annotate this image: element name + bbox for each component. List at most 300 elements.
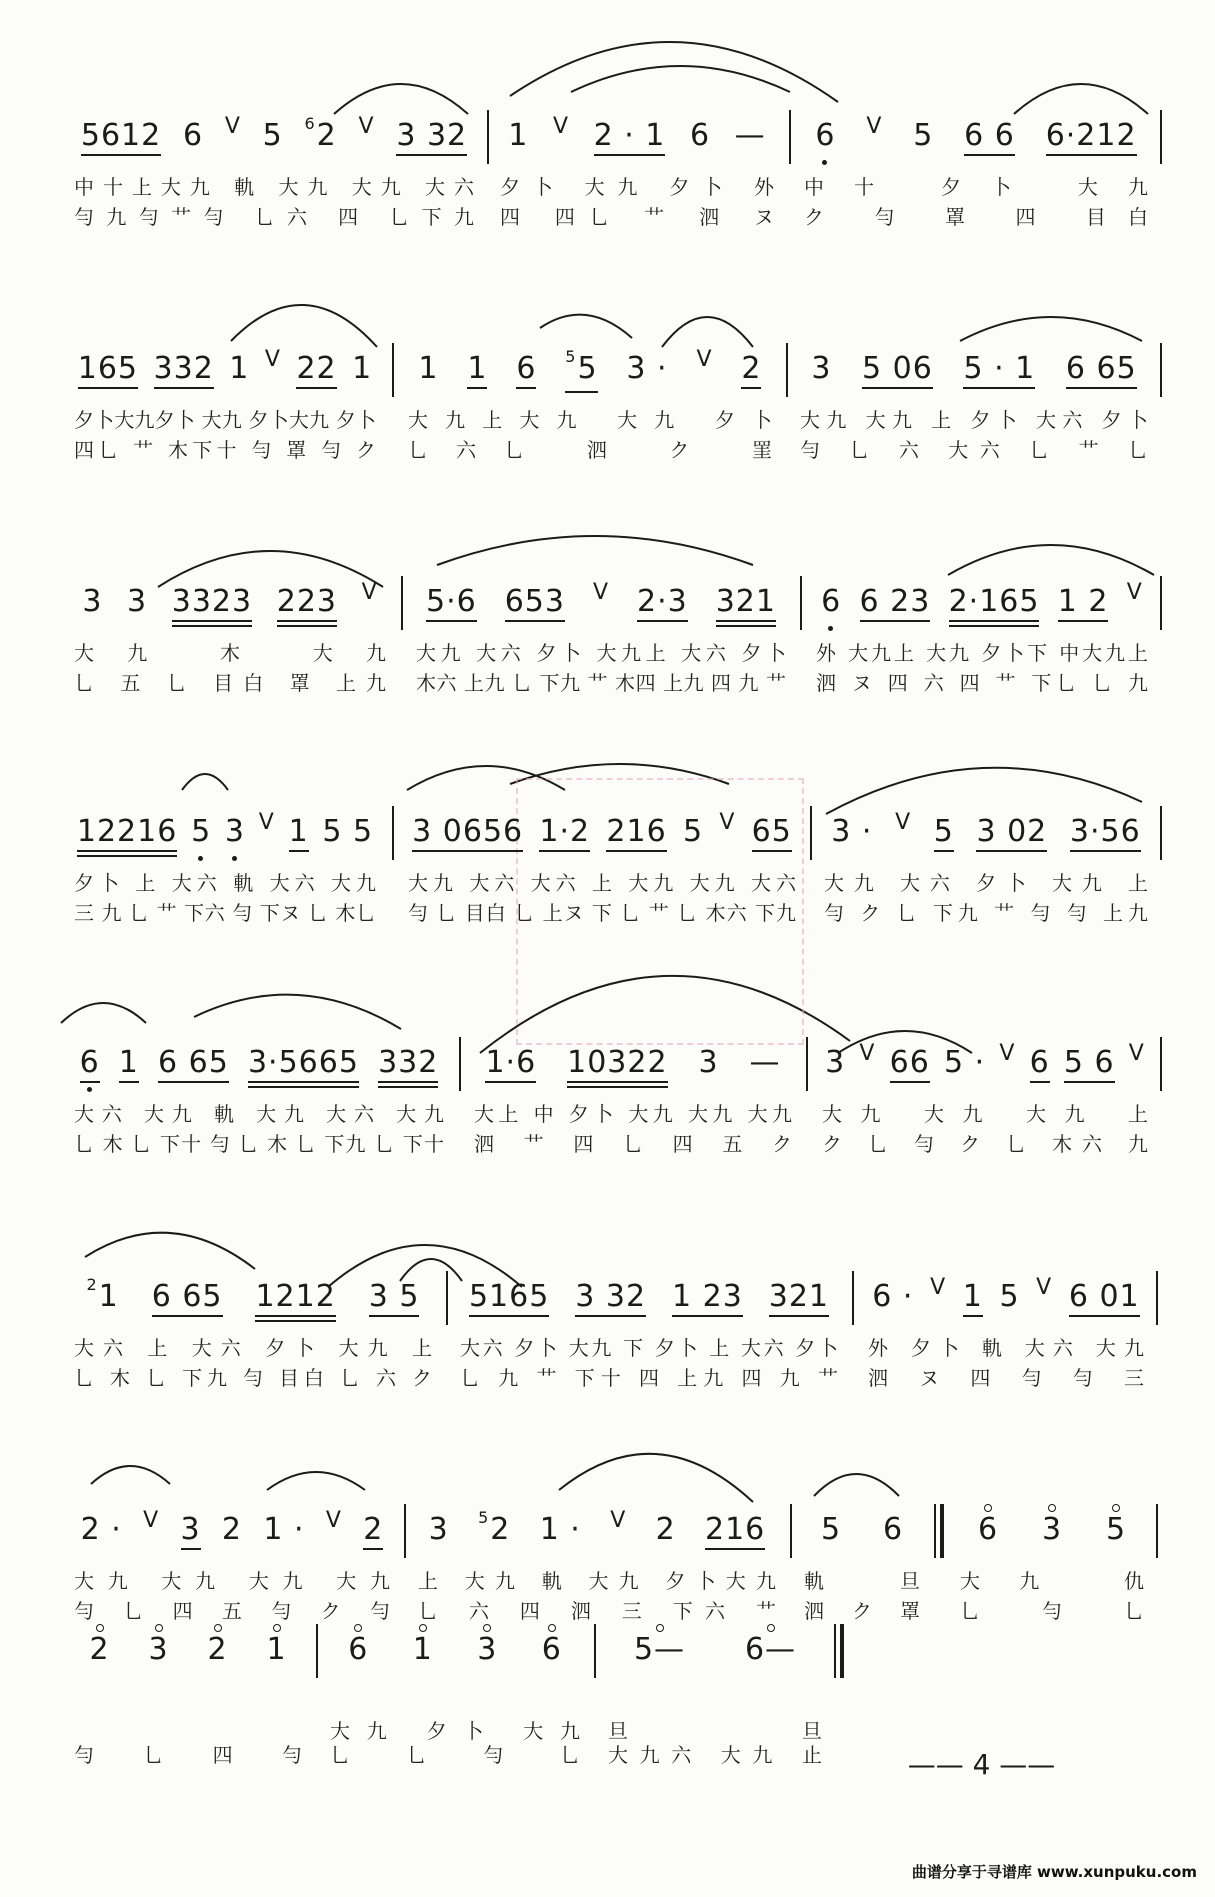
note-text: 3 0656 — [412, 814, 524, 849]
note-text: 2 — [490, 1512, 511, 1547]
slur-arc — [91, 1466, 170, 1484]
note-text: 5 — [577, 351, 598, 386]
note-text: — — [749, 1045, 781, 1080]
jianpu-note — [78, 351, 138, 389]
note-text: 1 — [288, 814, 309, 849]
note-text: V — [895, 810, 912, 835]
jianpu-note — [949, 584, 1040, 622]
note-text: 3 — [811, 351, 832, 386]
note-text: 2 — [655, 1512, 676, 1547]
note-text: 216 — [606, 814, 667, 849]
jianpu-note — [158, 1045, 229, 1083]
jianpu-note — [322, 814, 373, 850]
note-text: 5 6 — [1063, 1045, 1115, 1080]
jianpu-note — [934, 814, 954, 852]
tablature-line: 夕卜 上 大六 軌 大六 大九 — [74, 871, 376, 895]
note-text: — — [734, 118, 766, 153]
tablature-line: 大九 大九 大九 上 — [822, 1102, 1148, 1126]
jianpu-note — [963, 1279, 983, 1317]
barline — [789, 110, 791, 164]
tablature-line: 大六 大九 軌 大九 大六 大九 — [74, 1102, 444, 1126]
jianpu-note — [127, 584, 147, 620]
held-note — [745, 1632, 796, 1668]
jianpu-note — [890, 1045, 930, 1083]
breath-mark — [1129, 1036, 1145, 1072]
jianpu-note — [248, 1045, 359, 1083]
breath-mark — [259, 805, 275, 841]
jianpu-note — [1069, 1279, 1140, 1317]
slur-arc — [510, 42, 838, 102]
jianpu-note — [255, 1279, 335, 1317]
note-text: 6— — [744, 1632, 797, 1667]
note-text: 6 — [689, 118, 711, 153]
tablature-line: ク 勻 罩 四 目白 — [804, 205, 1148, 229]
jianpu-note — [811, 351, 831, 387]
slur-arc — [61, 1003, 146, 1023]
jianpu-note — [1070, 814, 1141, 852]
barline — [594, 1624, 596, 1678]
jianpu-note — [478, 1508, 511, 1552]
note-text: V — [1126, 580, 1143, 605]
measure — [326, 1632, 584, 1672]
tablature-line: 勻 乚 四 勻 — [74, 1743, 302, 1767]
breath-mark — [895, 805, 911, 841]
note-text: 3 — [148, 1632, 169, 1667]
measure — [456, 1279, 842, 1319]
grace-note: 6 — [304, 114, 316, 133]
slur-arc — [182, 774, 228, 790]
jianpu-note — [752, 814, 792, 852]
breath-mark — [265, 342, 281, 378]
tablature-line: 大九六 大九 止 — [608, 1743, 822, 1767]
breath-mark — [610, 1503, 626, 1539]
measure — [470, 1045, 796, 1085]
jianpu-note — [469, 1279, 549, 1317]
jianpu-note — [181, 1512, 201, 1550]
tablature-line: 乚 九 艹 下十 四 上九 四 九 艹 — [460, 1366, 838, 1390]
tablature-line: 大九 大六 夕卜 大九上 大六 夕卜 — [416, 641, 786, 665]
note-text: 6 65 — [151, 1279, 223, 1314]
note-text: 216 — [705, 1512, 766, 1547]
jianpu-note — [821, 1512, 841, 1548]
jianpu-note — [378, 1045, 438, 1083]
jianpu-note — [277, 584, 337, 622]
note-text: 1 — [266, 1632, 287, 1667]
note-text: 653 — [504, 584, 565, 619]
measure — [404, 347, 776, 391]
note-text: V — [264, 347, 281, 372]
breath-mark — [362, 575, 378, 611]
note-text: 1 2 — [1057, 584, 1109, 619]
breath-mark — [1036, 1270, 1052, 1306]
breath-mark — [1127, 575, 1143, 611]
note-text: 6 6 — [964, 118, 1015, 153]
slur-arc — [158, 551, 383, 587]
double-barline — [834, 1624, 836, 1678]
tablature-line: 三 九 乚 艹 下六 勻 下ヌ 乚 木乚 — [74, 901, 376, 925]
note-text: 5 — [1105, 1512, 1127, 1547]
jianpu-note — [815, 118, 835, 154]
jianpu-note — [505, 584, 565, 622]
breath-mark — [225, 109, 241, 145]
slur-arc — [437, 536, 753, 565]
jianpu-note — [1106, 1512, 1126, 1548]
double-barline — [840, 1624, 844, 1678]
note-text: 1 — [418, 351, 439, 386]
note-text: 1·2 — [539, 814, 591, 849]
jianpu-note — [77, 814, 177, 852]
tablature-line: 大九 夕卜 大九 — [330, 1719, 580, 1743]
note-text: 22 — [296, 351, 337, 386]
note-text: 5 — [820, 1512, 842, 1547]
breath-mark — [143, 1503, 159, 1539]
barline — [1160, 576, 1162, 630]
barline — [446, 1271, 448, 1325]
note-text: 5165 — [468, 1279, 550, 1314]
jianpu-note — [229, 351, 249, 387]
note-text: 223 — [276, 584, 337, 619]
barline — [1160, 1037, 1162, 1091]
jianpu-note — [467, 351, 487, 389]
tablature-line: 泗 ク 罩 — [804, 1599, 920, 1623]
note-text: 5 — [933, 814, 954, 849]
note-text: 6 — [882, 1512, 904, 1547]
note-text: 3 · — [831, 814, 873, 849]
note-text: 5 — [999, 1279, 1020, 1314]
note-text: 1·6 — [485, 1045, 537, 1080]
tablature-line: 泗 ヌ 四 勻 勻 三 — [868, 1366, 1144, 1390]
note-text: 3323 — [171, 584, 253, 619]
measure — [818, 1041, 1152, 1085]
tablature-line: 大九 仇 — [960, 1569, 1144, 1593]
measure — [70, 347, 380, 391]
jianpu-note — [1058, 584, 1109, 622]
jianpu-note — [89, 1632, 109, 1668]
breath-mark — [326, 1503, 342, 1539]
measure — [864, 1275, 1148, 1319]
jianpu-note — [999, 1279, 1019, 1315]
held-note — [634, 1632, 685, 1668]
jianpu-note — [296, 351, 336, 389]
note-text: 1 — [467, 351, 488, 386]
jianpu-note — [963, 351, 1035, 389]
jianpu-note — [690, 118, 710, 154]
note-text: 321 — [715, 584, 776, 619]
tablature-line: 乚 勻 乚 — [960, 1599, 1144, 1623]
jianpu-note — [348, 1632, 368, 1668]
tablature-line: 勻九勻艹勻 乚六 四 乚下九 — [74, 205, 474, 229]
measure — [70, 1508, 394, 1552]
jianpu-note — [396, 118, 467, 156]
jianpu-note — [883, 1512, 903, 1548]
tablature-line: 外 大九上 大九 夕卜下 中大九上 — [816, 641, 1148, 665]
jianpu-note — [80, 1045, 100, 1083]
note-text: 2·3 — [636, 584, 688, 619]
note-text: 6 — [79, 1045, 100, 1080]
double-barline — [934, 1504, 936, 1558]
barline — [1156, 1504, 1158, 1558]
note-text: 65 — [751, 814, 792, 849]
jianpu-note — [540, 1512, 581, 1548]
jianpu-note — [263, 118, 283, 154]
note-text: 1 — [508, 118, 529, 153]
tablature-line: 泗 ヌ 四 六 四 艹 下乚 乚 九 — [816, 671, 1148, 695]
barline — [1160, 806, 1162, 860]
jianpu-note — [567, 1045, 667, 1083]
note-text: V — [719, 810, 736, 835]
note-text: V — [859, 1041, 876, 1066]
slur-arc — [194, 995, 401, 1029]
note-text: V — [258, 810, 275, 835]
note-text: 1 — [98, 1279, 119, 1314]
note-text: 6 — [977, 1512, 999, 1547]
note-text: 6 — [541, 1632, 562, 1667]
jianpu-note — [413, 1632, 433, 1668]
note-text: 2 · 1 — [593, 118, 666, 153]
note-text: V — [1036, 1275, 1053, 1300]
measure — [956, 1512, 1148, 1552]
jianpu-note — [542, 1632, 562, 1668]
jianpu-note — [222, 1512, 242, 1548]
measure — [70, 580, 390, 624]
note-text: 2 — [363, 1512, 384, 1547]
tablature-line: 泗 艹 四 乚 四 五 ク — [474, 1132, 792, 1156]
note-text: V — [552, 114, 570, 139]
note-text: 2·165 — [948, 584, 1040, 619]
jianpu-note — [289, 814, 309, 852]
tablature-line: 大上 中 夕卜 大九 大九 大九 — [474, 1102, 792, 1126]
jianpu-note — [485, 1045, 536, 1083]
note-text: 3·56 — [1069, 814, 1141, 849]
jianpu-note — [412, 814, 523, 852]
note-text: 1 — [962, 1279, 983, 1314]
jianpu-note — [363, 1512, 383, 1550]
jianpu-note — [672, 1279, 743, 1317]
note-text: 5 — [191, 814, 212, 849]
measure — [404, 810, 800, 854]
tablature-line: 外 夕卜 軌 大六 大九 — [868, 1336, 1144, 1360]
note-text: 5 · — [944, 1045, 986, 1080]
note-text: 5 06 — [862, 351, 933, 386]
jianpu-note — [716, 584, 776, 622]
jianpu-note — [304, 114, 337, 158]
tablature-line: 大九 木 大九 — [74, 641, 386, 665]
slur-arc — [85, 1233, 255, 1269]
note-text: 5 — [262, 118, 283, 153]
note-text: 3 — [127, 584, 148, 619]
breath-mark — [553, 109, 569, 145]
barline — [1156, 1271, 1158, 1325]
breath-mark — [859, 1036, 875, 1072]
note-text: V — [361, 580, 378, 605]
jianpu-note — [862, 351, 933, 389]
jianpu-note — [82, 584, 102, 620]
note-text: V — [930, 1275, 947, 1300]
note-text: 66 — [889, 1045, 930, 1080]
jianpu-note — [860, 584, 931, 622]
slur-arc — [400, 1259, 462, 1281]
jianpu-note — [683, 814, 703, 850]
breath-mark — [999, 1036, 1015, 1072]
note-text: 3 — [180, 1512, 201, 1547]
jianpu-note — [1042, 1512, 1062, 1548]
jianpu-note — [944, 1045, 985, 1081]
jianpu-note — [369, 1279, 420, 1317]
note-text: 5— — [633, 1632, 686, 1667]
jianpu-note — [964, 118, 1015, 156]
breath-mark — [719, 805, 735, 841]
jianpu-note — [477, 1632, 497, 1668]
jianpu-note — [225, 814, 245, 850]
note-text: 1 — [352, 351, 373, 386]
measure — [604, 1632, 826, 1672]
breath-mark — [359, 109, 375, 145]
note-text: 321 — [768, 1279, 829, 1314]
note-text: 3 — [82, 584, 103, 619]
note-text: 2 — [741, 351, 762, 386]
note-text: 1 23 — [672, 1279, 743, 1314]
jianpu-note — [1030, 1045, 1050, 1083]
note-text: 6 65 — [1065, 351, 1137, 386]
note-text: 2 — [207, 1632, 228, 1667]
note-text: 6 23 — [859, 584, 931, 619]
note-text: 1 · — [263, 1512, 305, 1547]
barline — [800, 576, 802, 630]
grace-note: 2 — [86, 1275, 98, 1294]
barline — [459, 1037, 461, 1091]
slur-arc — [826, 768, 1142, 814]
jianpu-note — [575, 1279, 646, 1317]
jianpu-note — [594, 118, 666, 156]
note-text: 5612 — [80, 118, 162, 153]
barline — [1160, 343, 1162, 397]
note-text: V — [610, 1508, 627, 1533]
tablature-line: 大九 大六 夕卜 大九 上 — [824, 871, 1148, 895]
grace-note: 5 — [565, 347, 577, 366]
note-text: 3 — [428, 1512, 449, 1547]
measure — [70, 1275, 436, 1319]
note-text: 6 01 — [1068, 1279, 1140, 1314]
slur-arc — [814, 1474, 899, 1496]
jianpu-note — [508, 118, 528, 154]
grace-note: 5 — [478, 1508, 490, 1527]
jianpu-note — [831, 814, 872, 850]
note-text: 3 — [224, 814, 245, 849]
slur-arc — [231, 305, 377, 347]
jianpu-note — [872, 1279, 913, 1315]
jianpu-note — [207, 1632, 227, 1668]
barline — [404, 1504, 406, 1558]
jianpu-note — [86, 1275, 119, 1319]
tablature-line: 夕卜 大九 夕卜 外 — [500, 175, 774, 199]
slur-arc — [334, 84, 468, 114]
tablature-line: 木六 上九 乚 下九 艹 木四 上九 四 九 艹 — [416, 671, 786, 695]
jianpu-note — [913, 118, 933, 154]
note-text: V — [696, 347, 713, 372]
jianpu-note — [119, 1045, 139, 1083]
held-note — [750, 1045, 781, 1081]
jianpu-note — [191, 814, 211, 850]
jianpu-note — [741, 351, 761, 389]
tablature-line: 勻 ク 乚 下九 艹 勻 勻 上九 — [824, 901, 1148, 925]
breath-mark — [930, 1270, 946, 1306]
note-text: 3·5665 — [247, 1045, 359, 1080]
measure — [412, 580, 790, 624]
note-text: 5·6 — [425, 584, 477, 619]
jianpu-note — [978, 1512, 998, 1548]
note-text: 332 — [153, 351, 214, 386]
slur-arc — [540, 315, 632, 338]
note-text: 3 — [1041, 1512, 1063, 1547]
jianpu-note — [426, 584, 477, 622]
measure — [70, 114, 478, 158]
measure — [820, 810, 1152, 854]
jianpu-note — [148, 1632, 168, 1668]
breath-mark — [866, 109, 882, 145]
note-text: 3 5 — [368, 1279, 420, 1314]
note-text: V — [358, 114, 375, 139]
jianpu-note — [183, 118, 203, 154]
measure — [496, 114, 778, 158]
jianpu-note — [266, 1632, 286, 1668]
note-text: 6 — [348, 1632, 369, 1667]
jianpu-note — [699, 1045, 719, 1081]
jianpu-note — [429, 1512, 449, 1548]
tablature-line: 乚六乚 泗 ク 罣 — [408, 438, 772, 462]
tablature-line: 乚 木 乚 下九 勻 目白 乚 六 ク — [74, 1366, 432, 1390]
note-text: V — [325, 1508, 342, 1533]
note-text: 2 — [221, 1512, 243, 1547]
barline — [806, 1037, 808, 1091]
measure — [70, 1045, 448, 1085]
jianpu-note — [418, 351, 438, 387]
jianpu-note — [154, 351, 214, 389]
note-text: V — [1128, 1041, 1145, 1066]
note-text: 3 · — [626, 351, 668, 386]
note-text: V — [224, 114, 241, 139]
slur-arc — [571, 66, 790, 92]
tablature-line: 勻 乚 四 五 勻 ク 勻 — [74, 1599, 390, 1623]
barline — [487, 110, 489, 164]
tablature-line: 大九 大六 大六 上 大九 大九 大六 — [408, 871, 796, 895]
tablature-line: 大九 大九 大九 大九 — [74, 1569, 390, 1593]
note-text: 1 · — [539, 1512, 581, 1547]
note-text: 2 · — [80, 1512, 122, 1547]
note-text: 6 — [182, 118, 204, 153]
tablature-line: 乚 六 四 泗 三 下六 艹 — [418, 1599, 776, 1623]
barline — [790, 1504, 792, 1558]
measure — [414, 1508, 780, 1552]
note-text: V — [143, 1508, 160, 1533]
jianpu-note — [825, 1045, 845, 1081]
breath-mark — [593, 575, 609, 611]
measure — [800, 1512, 924, 1552]
jianpu-note — [626, 351, 667, 387]
jianpu-note — [263, 1512, 304, 1548]
note-text: 5 5 — [322, 814, 374, 849]
slur-arc — [948, 545, 1154, 575]
slur-arc — [1014, 84, 1148, 114]
measure — [70, 810, 380, 854]
tablature-line: ク 乚 勻 ク 乚 木六 九 — [822, 1132, 1148, 1156]
jianpu-note — [705, 1512, 765, 1550]
tablature-line: 大六 上 大六 夕卜 大九 上 — [74, 1336, 432, 1360]
note-text: V — [999, 1041, 1016, 1066]
jianpu-note — [1066, 351, 1137, 389]
tablature-line: 乚 木 乚 下十 勻 乚 木 乚 下九 乚 下十 — [74, 1132, 444, 1156]
barline — [786, 343, 788, 397]
footer-credit: 曲谱分享于寻谱库 www.xunpuku.com — [911, 1863, 1197, 1881]
